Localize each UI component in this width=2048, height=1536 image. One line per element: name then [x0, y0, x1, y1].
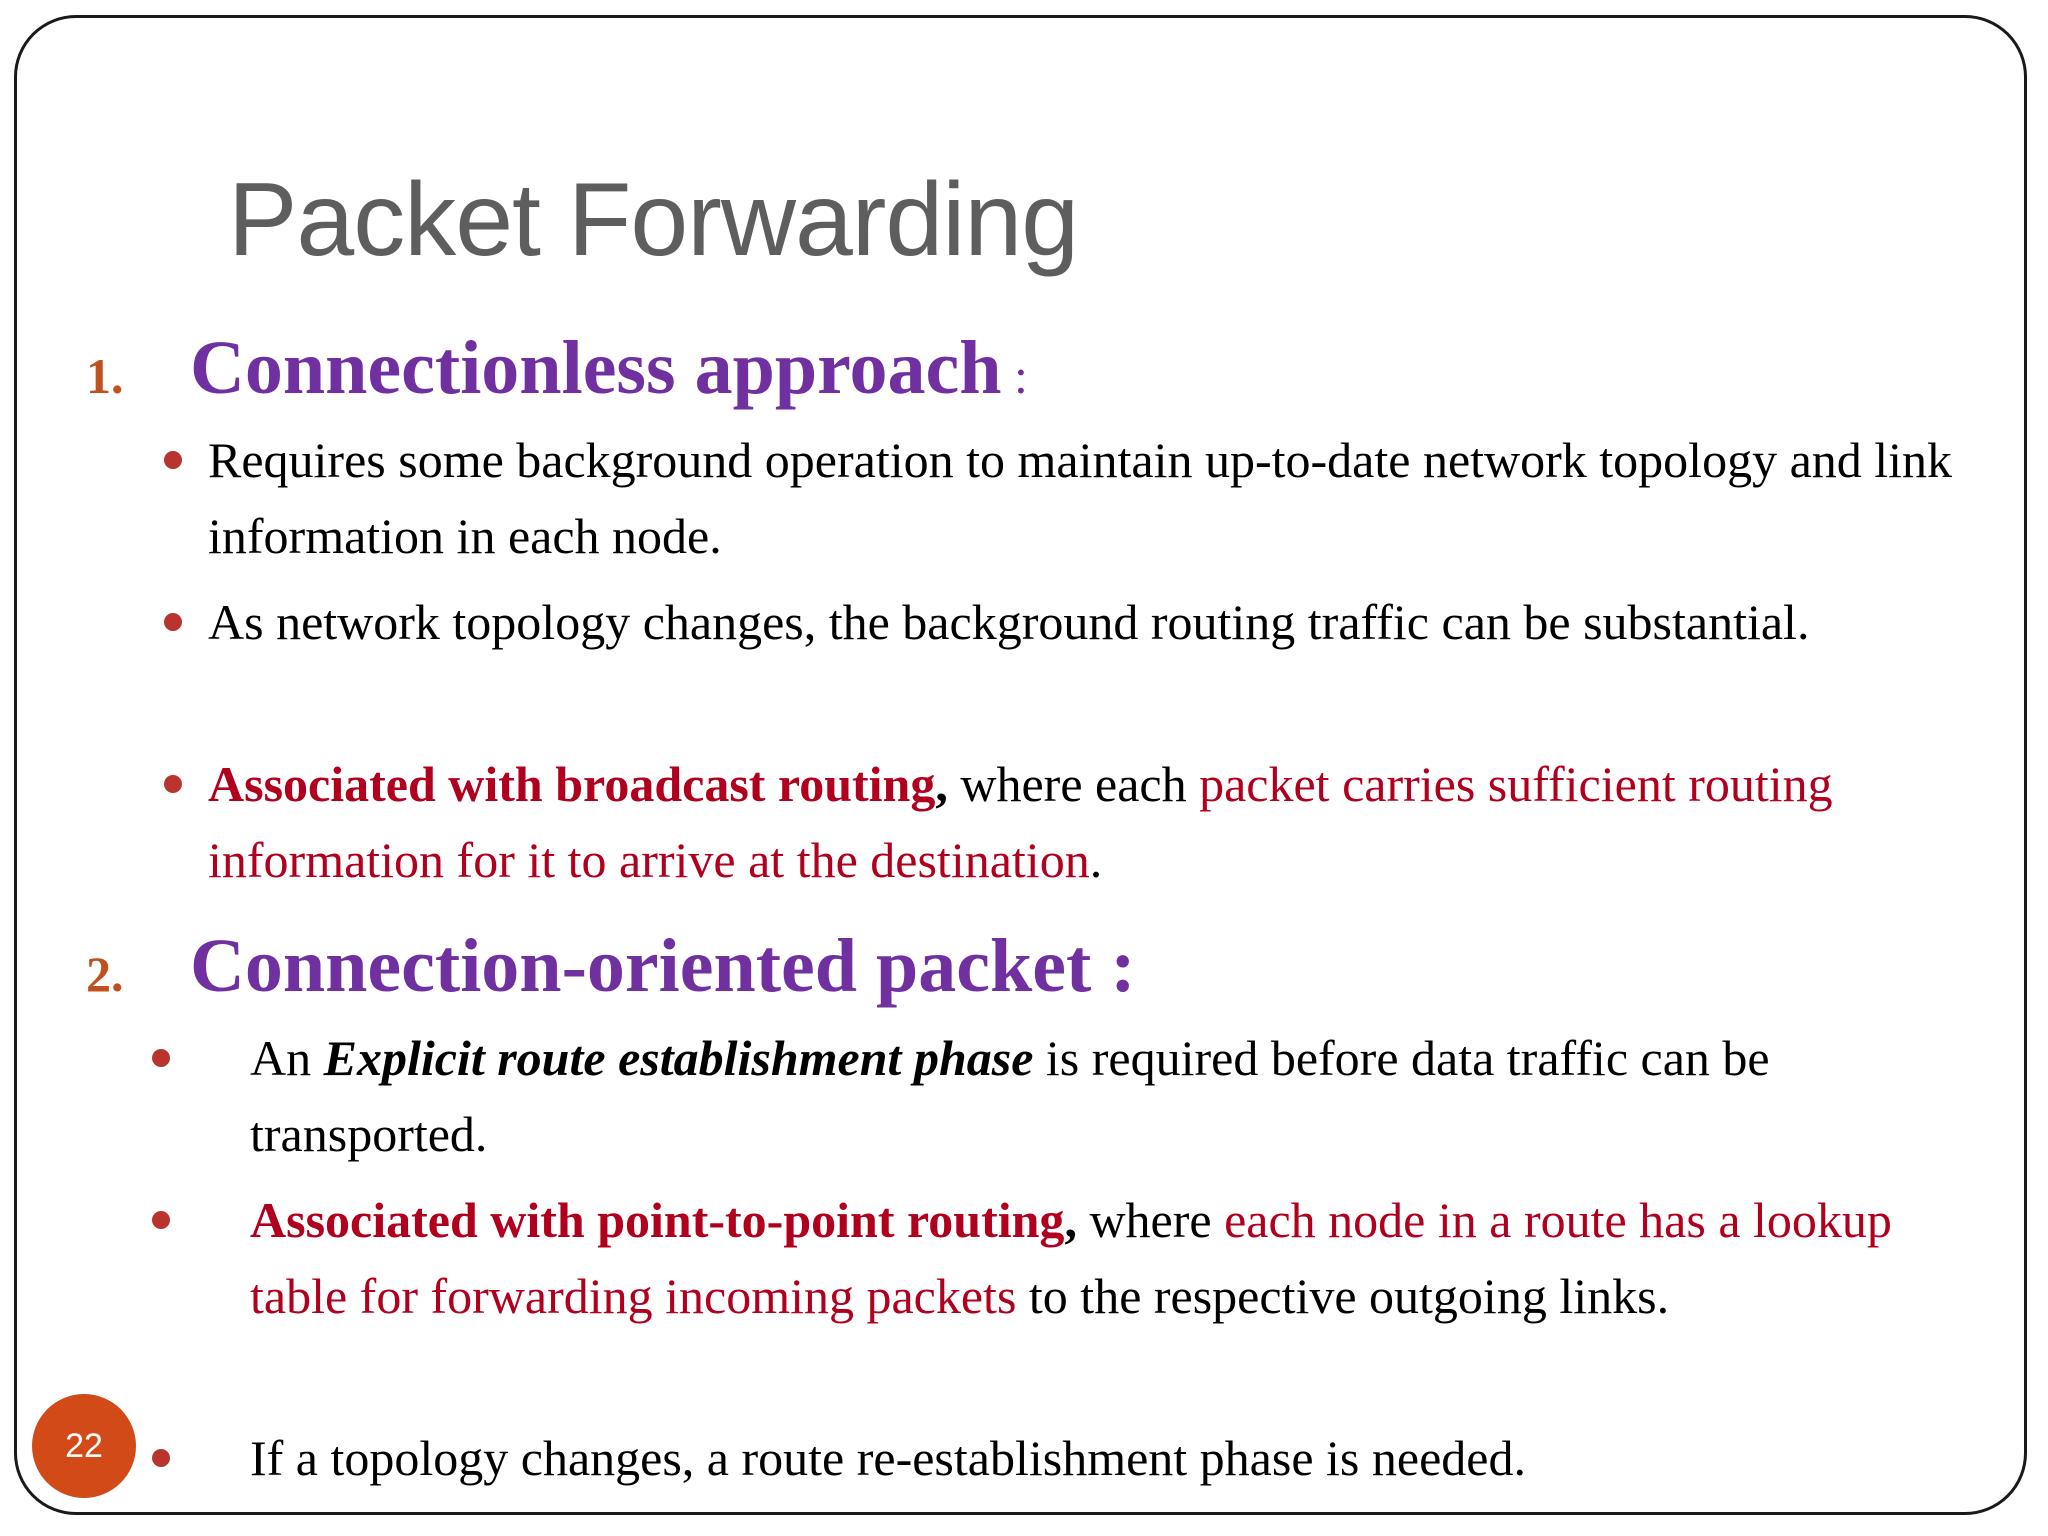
section-colon: : — [1091, 924, 1136, 1008]
bullet-text: As network topology changes, the background routing traffic can be substantial. — [208, 594, 1810, 650]
bullet-item — [160, 422, 2000, 574]
section-connection-oriented — [86, 924, 1136, 1008]
bullet-dot-icon — [152, 1211, 170, 1229]
section-heading: Connectionless approach — [190, 326, 1002, 410]
slide-title: Packet Forwarding — [228, 162, 1079, 278]
bullet-text: An Explicit route establishment phase is required before data traffic can be transported. — [250, 1030, 1770, 1162]
bullet-text: Requires some background operation to maintain up-to-date network topology and link information in each node. — [208, 432, 1953, 564]
slide-number-badge: 22 — [32, 1394, 136, 1498]
emphasis-text: Associated with broadcast routing — [208, 756, 936, 812]
bullet-item — [148, 1420, 2008, 1496]
section-colon: : — [1001, 348, 1028, 404]
bullet-item — [160, 746, 1980, 898]
section-connectionless — [86, 326, 1028, 410]
section-heading: Connection-oriented packet — [190, 924, 1092, 1008]
section-number: 1. — [86, 348, 124, 404]
highlight-text: packet carries sufficient routing information for it to arrive at the destination — [208, 756, 1833, 888]
highlight-text: each node in a route has a lookup table for forwarding incoming packets — [250, 1192, 1892, 1324]
bullet-dot-icon — [164, 613, 182, 631]
section-number: 2. — [86, 946, 124, 1002]
bullet-dot-icon — [152, 1049, 170, 1067]
bullet-item — [148, 1020, 2008, 1172]
bullet-text: If a topology changes, a route re-establishment phase is needed. — [250, 1430, 1526, 1486]
bullet-dot-icon — [164, 775, 182, 793]
emphasis-text: Associated with point-to-point routing — [250, 1192, 1065, 1248]
bullet-dot-icon — [152, 1449, 170, 1467]
emphasis-text: Explicit route establishment phase — [323, 1030, 1034, 1086]
bullet-text: Associated with broadcast routing, where each packet carries sufficient routing information for it to arrive at the destination. — [208, 756, 1833, 888]
bullet-item — [148, 1182, 1968, 1334]
bullet-dot-icon — [164, 451, 182, 469]
bullet-text: Associated with point-to-point routing, where each node in a route has a lookup table for forwarding incoming packets to the respective outgoing links. — [250, 1192, 1892, 1324]
bullet-item — [160, 584, 2000, 660]
